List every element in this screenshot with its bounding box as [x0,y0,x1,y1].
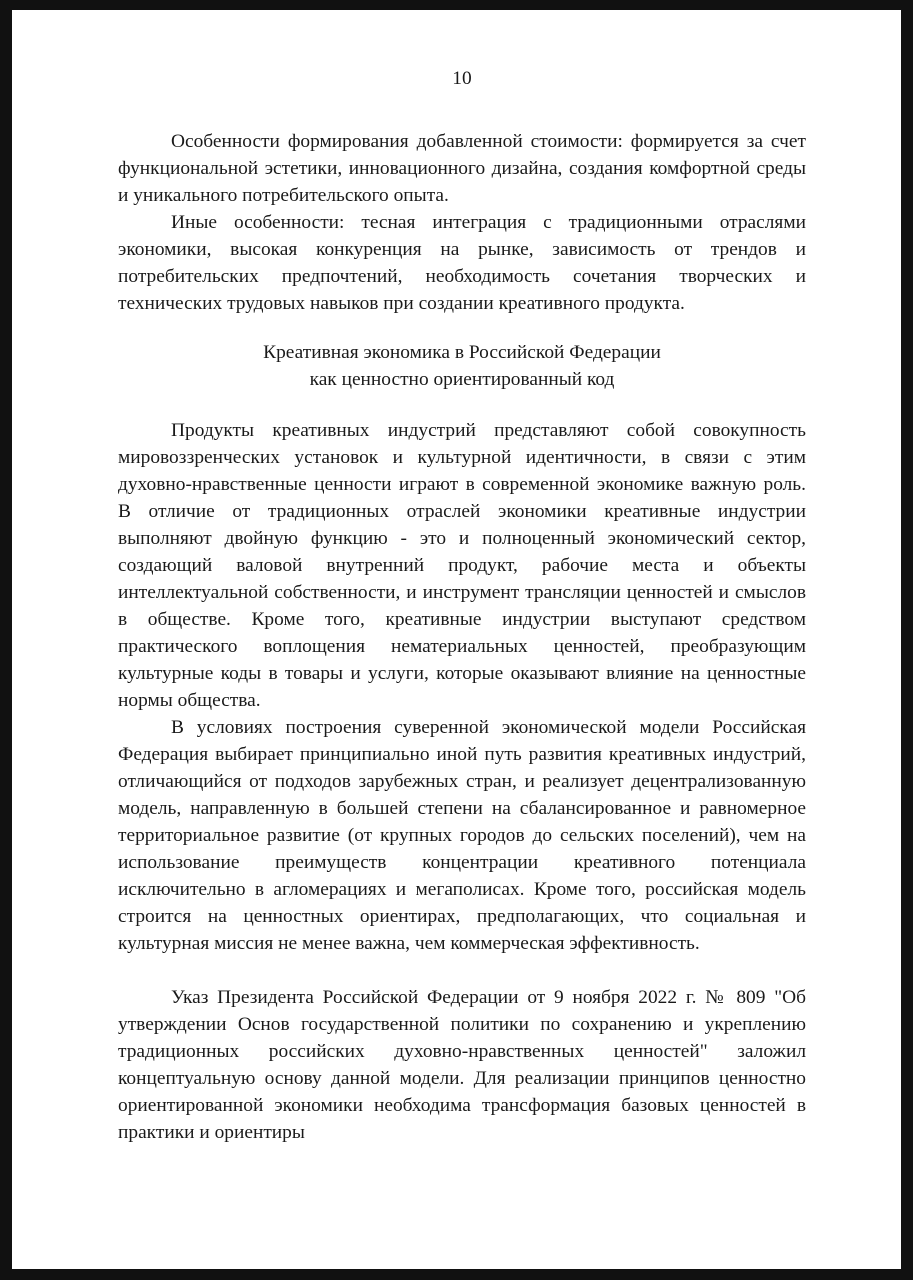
document-page [12,10,901,1269]
section-heading-line-1: Креативная экономика в Российской Федерации [263,342,661,363]
section-heading [118,339,806,393]
paragraph-value-added: Особенности формирования добавленной стоимости: формируется за счет функциональной эстетики, инновационного дизайна, создания комфортной среды и уникального потребительского опыта. [118,131,806,206]
paragraph-sovereign-model: В условиях построения суверенной экономической модели Российская Федерация выбирает принципиально иной путь развития креативных индустрий, отличающийся от подходов зарубежных стран, и реализует децентрализованную модель, направленную в большей степени на сбалансированное и равномерное территориальное развитие (от крупных городов до сельских поселений), чем на использование преимуществ концентрации креативного потенциала исключительно в агломерациях и мегаполисах. Кроме того, российская модель строится на ценностных ориентирах, предполагающих, что социальная и культурная миссия не менее важна, чем коммерческая эффективность. [118,717,806,954]
paragraph-presidential-decree: Указ Президента Российской Федерации от 9 ноября 2022 г. № 809 "Об утверждении Основ государственной политики по сохранению и укреплению традиционных российских духовно-нравственных ценностей" заложил концептуальную основу данной модели. Для реализации принципов ценностно ориентированной экономики необходима трансформация базовых ценностей в практики и ориентиры [118,987,806,1143]
paragraph-creative-products: Продукты креативных индустрий представляют собой совокупность мировоззренческих установок и культурной идентичности, в связи с этим духовно-нравственные ценности играют в современной экономике важную роль. В отличие от традиционных отраслей экономики креативные индустрии выполняют двойную функцию - это и полноценный экономический сектор, создающий валовой внутренний продукт, рабочие места и объекты интеллектуальной собственности, и инструмент трансляции ценностей и смыслов в обществе. Кроме того, креативные индустрии выступают средством практического воплощения нематериальных ценностей, преобразующим культурные коды в товары и услуги, которые оказывают влияние на ценностные нормы общества. [118,420,806,711]
paragraph-other-features: Иные особенности: тесная интеграция с традиционными отраслями экономики, высокая конкуренция на рынке, зависимость от трендов и потребительских предпочтений, необходимость сочетания творческих и технических трудовых навыков при создании креативного продукта. [118,212,806,314]
page-number: 10 [452,68,472,89]
section-heading-line-2: как ценностно ориентированный код [309,369,615,390]
